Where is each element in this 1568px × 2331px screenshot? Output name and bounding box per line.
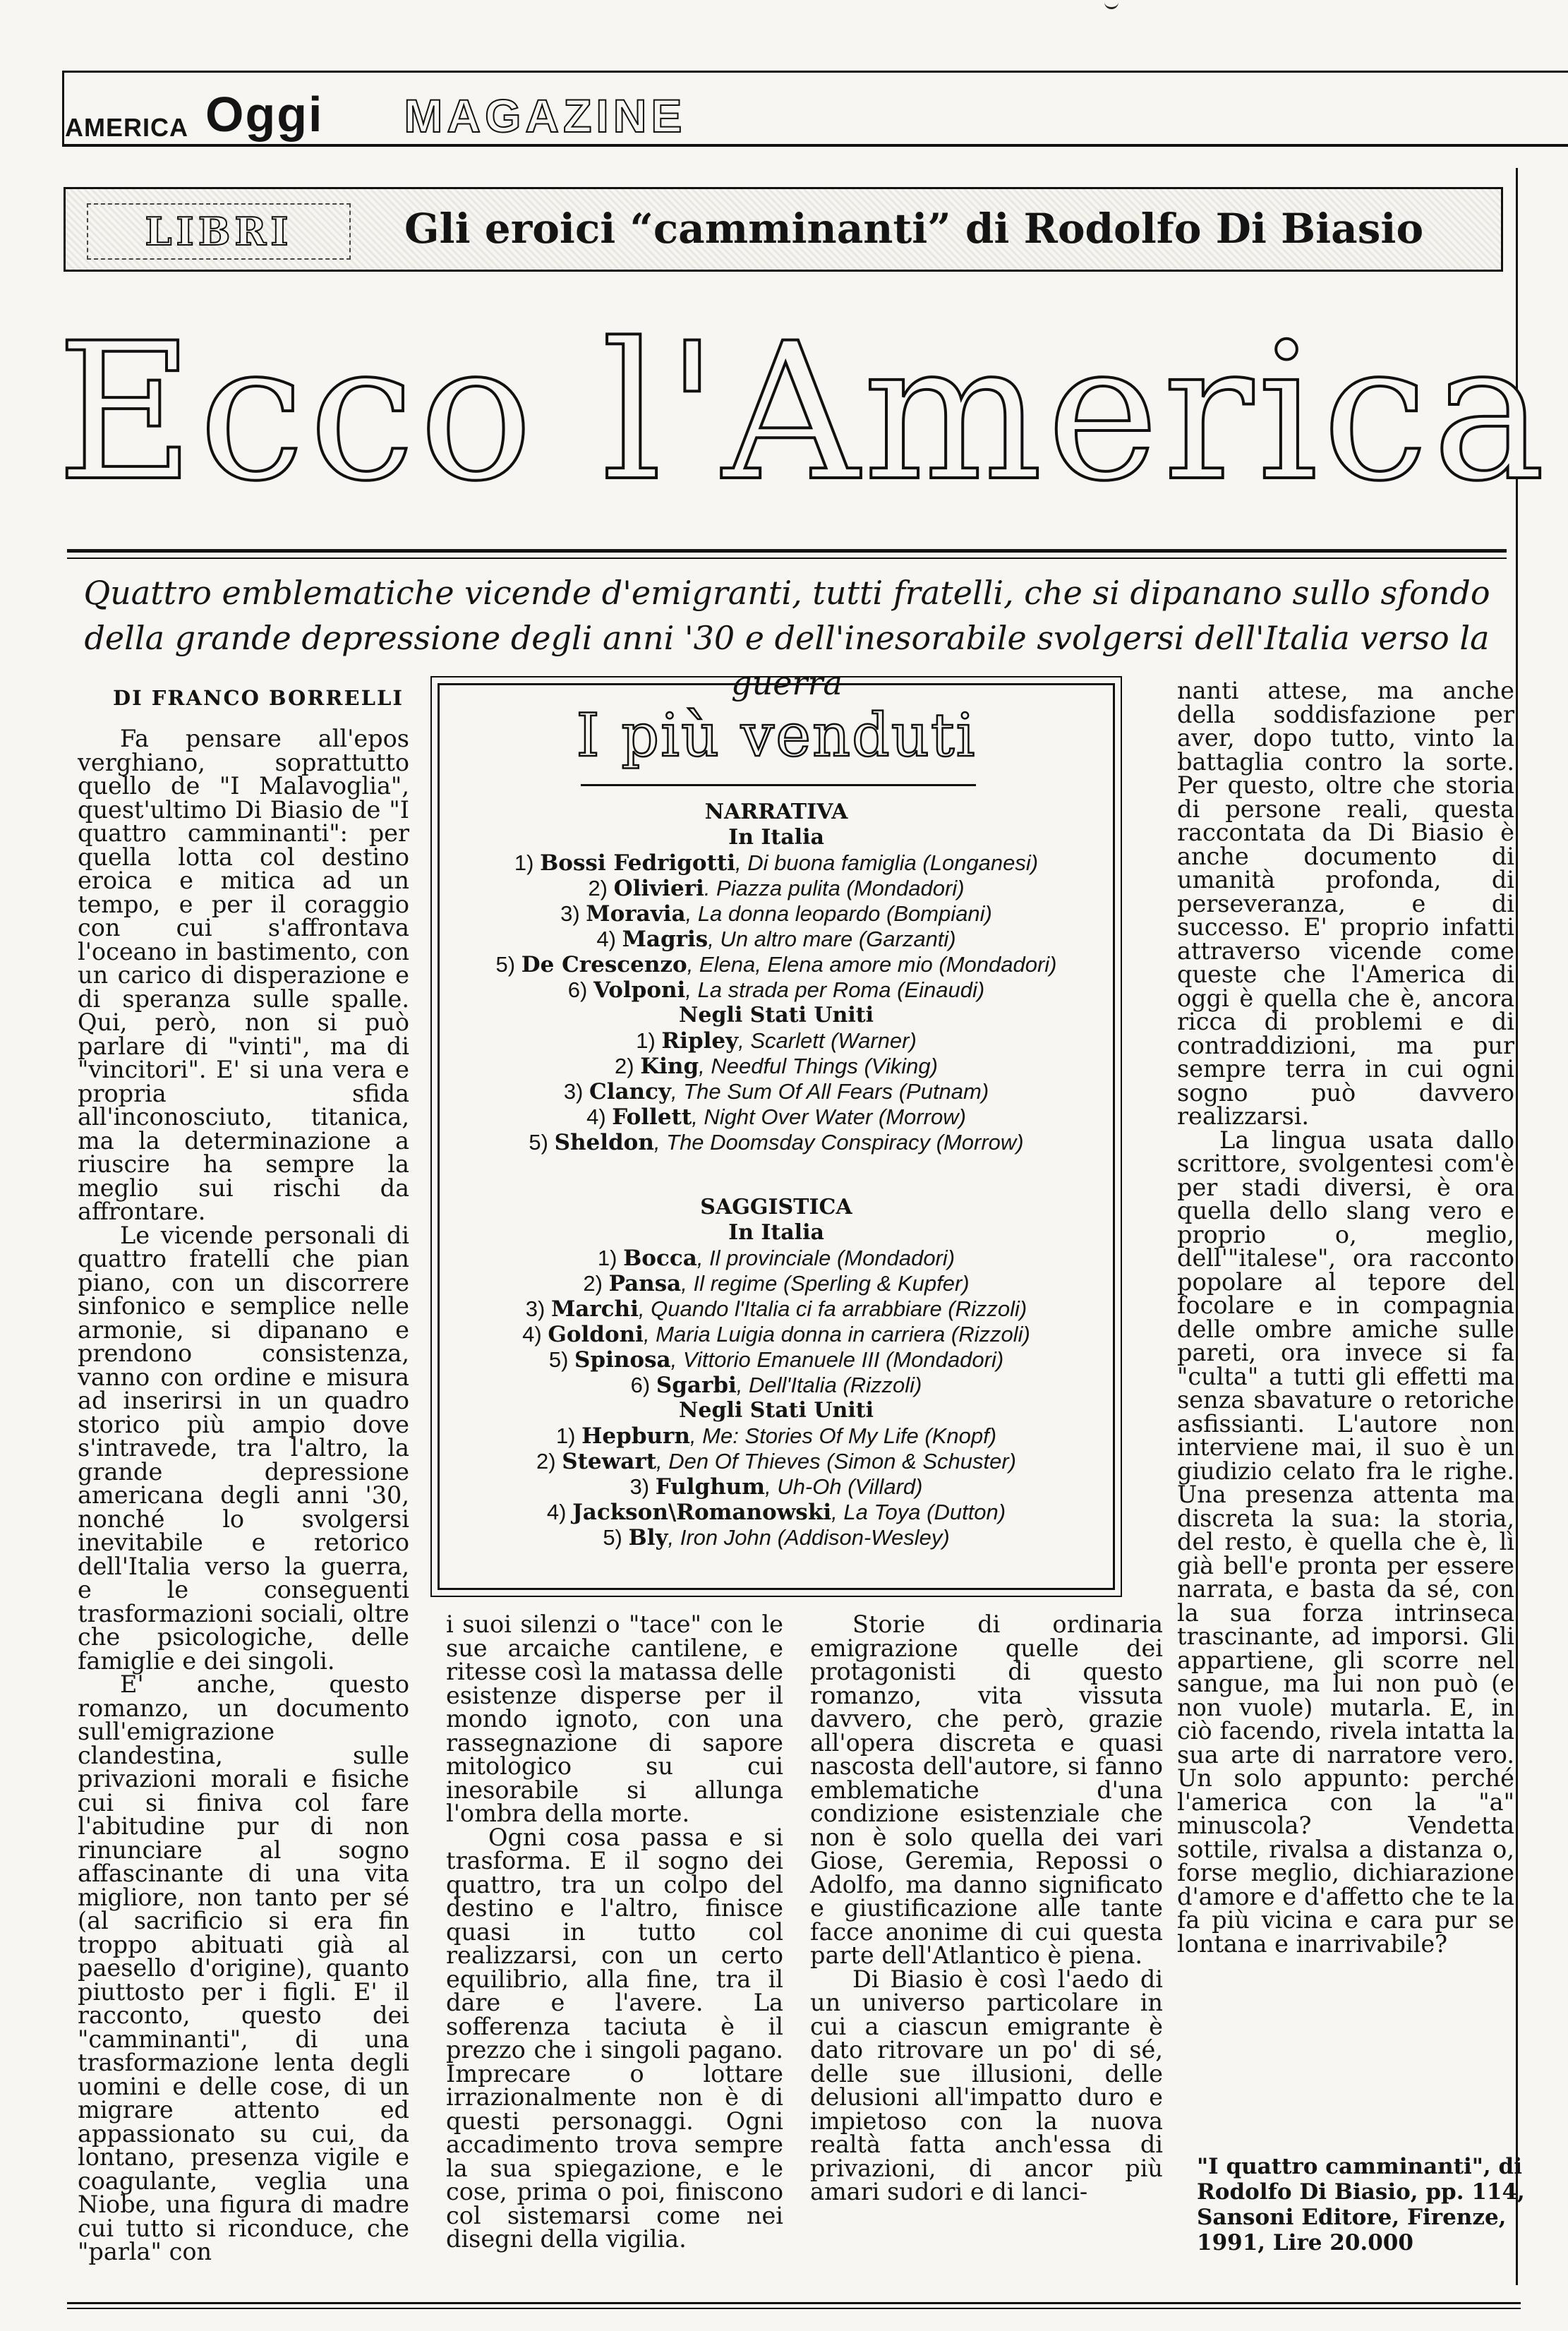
col3-paragraph: Storie di ordinaria emigrazione quelle dei protagonisti di questo romanzo, vita vissuta davvero, che però, grazie all'opera discreta e quasi nascosta dell'autore, si fanno emblematiche d'una condizione esistenziale che non è solo quella dei vari Giose, Geremia, Repossi o Adolfo, ma danno significato e giustificazione alle tante facce anonime di cui questa parte dell'Atlantico è piena. [810,1610,1163,1969]
list-item: 2) Stewart, Den Of Thieves (Simon & Schuster) [536,1449,1017,1474]
list-item: 4) Jackson\Romanowski, La Toya (Dutton) [546,1500,1006,1525]
masthead [65,79,686,143]
list-item: 6) Volponi, La strada per Roma (Einaudi) [567,977,985,1003]
list-item: 5) Sheldon, The Doomsday Conspiracy (Morrow) [529,1130,1024,1155]
col1-paragraph: Le vicende personali di quattro fratelli che pian piano, con un discorrere sinfonico e semplice nelle armonie, si dipanano e prendono consistenza, vanno con ordine e misura ad inserirsi in un quadro storico più ampio dove s'intravede, tra l'altro, la grande depressione americana degli anni '30, nonché lo svolgersi inevitabile e retorico dell'Italia verso la guerra, e le conseguenti trasformazioni sociali, oltre che psicologiche, delle famiglie e dei singoli. [78,1221,409,1675]
masthead-left-rule [62,71,64,145]
list-item: 1) Bossi Fedrigotti, Di buona famiglia (Longanesi) [514,850,1039,876]
list-item: 5) De Crescenzo, Elena, Elena amore mio (Mondadori) [495,952,1057,977]
bestseller-box [438,683,1115,1590]
list-item: 2) Olivieri. Piazza pulita (Mondadori) [588,876,965,901]
narrativa-heading: NARRATIVA [704,800,848,824]
book-credit: "I quattro camminanti", di Rodolfo Di Biasio, pp. 114, Sansoni Editore, Firenze, 1991, Lire 20.000 [1197,2154,1525,2255]
list-item: 5) Bly, Iron John (Addison-Wesley) [603,1525,950,1550]
article-column-3 [810,1610,1163,2205]
list-item: 3) Fulghum, Uh-Oh (Villard) [629,1474,923,1500]
saggistica-list [440,1195,1113,1550]
list-item: 2) King, Needful Things (Viking) [614,1054,938,1079]
scan-mark [1104,0,1118,9]
col4-paragraph: La lingua usata dallo scrittore, svolgentesi com'è per stadi diversi, è ora quella dello slang vero e proprio o, meglio, dell'"italese", ora racconto popolare al tepore del focolare e in compagnia delle ombre amiche sulle pareti, ora invece si fa "culta" a tutti gli effetti ma senza sbavature o retoriche asfissianti. L'autore non interviene mai, il suo è un giudizio celato fra le righe. Una presenza attenta ma discreta la sua: la storia, del resto, è quella che è, lì già bell'e pronta per essere narrata, e basta da sé, con la sua forza intrinseca trascinante, ad imporsi. Gli appartiene, gli scorre nel sangue, ma lui non può (e non vuole) mutarla. E, in ciò facendo, rivela intatta la sua arte di narratore vero. Un solo appunto: perché l'america con la "a" minuscola? Vendetta sottile, rivalsa a distanza o, forse meglio, dichiarazione d'amore e d'affetto che te la fa più vicina e cara pur se lontana e inarrivabile? [1177,1126,1514,1958]
col3-paragraph: Di Biasio è così l'aedo di un universo particolare in cui a ciascun emigrante è dato ritrovare un po' di sé, delle sue illusioni, delle delusioni all'impatto duro e impietoso con la nuova realtà fatta anch'essa di privazioni, di ancor più amari sudori e di lanci- [810,1965,1163,2205]
article-column-4 [1177,679,1514,1956]
narrativa-list [440,800,1113,1155]
subheadline-line-2: della grande depressione degli anni '30 e dell'inesorabile svolgersi dell'Italia verso la guerra [84,619,1490,702]
bottom-rule-2 [67,2308,1521,2309]
masthead-top-rule [62,71,1568,73]
list-item: 4) Follett, Night Over Water (Morrow) [586,1104,966,1130]
saggistica-italia-heading: In Italia [728,1220,824,1245]
list-item: 5) Spinosa, Vittorio Emanuele III (Mondadori) [548,1347,1004,1373]
list-item: 3) Marchi, Quando l'Italia ci fa arrabbiare (Rizzoli) [525,1296,1027,1322]
article-column-1 [78,727,409,2264]
narrativa-usa-heading: Negli Stati Uniti [678,1003,874,1028]
list-item: 1) Hepburn, Me: Stories Of My Life (Knopf) [555,1423,997,1449]
list-item: 2) Pansa, Il regime (Sperling & Kupfer) [583,1271,970,1296]
col2-paragraph: i suoi silenzi o "tace" con le sue arcaiche cantilene, e ritesse così la matassa delle esistenze disperse per il mondo ignoto, con una rassegnazione di sapore mitologico su cui inesorabile si allunga l'ombra della morte. [446,1610,783,1827]
headline: Ecco l'America [56,303,1550,523]
list-item: 4) Magris, Un altro mare (Garzanti) [596,927,956,952]
section-banner [64,187,1503,272]
banner-title: Gli eroici “camminanti” di Rodolfo Di Biasio [404,205,1424,253]
col1-paragraph: Fa pensare all'epos verghiano, soprattutto quello de "I Malavoglia", quest'ultimo Di Biasio de "I quattro camminanti": per quella lotta col destino eroica e mitica ad un tempo, e per il coraggio con cui s'affrontava l'oceano in bastimento, con un carico di disperazione e di speranza sulle spalle. Qui, però, non si può parlare di "vinti", ma di "vincitori". E' si una vera e propria sfida all'inconosciuto, titanica, ma la determinazione a riuscire ha sempre la meglio sui rischi da affrontare. [78,725,409,1225]
list-item: 3) Clancy, The Sum Of All Fears (Putnam) [563,1079,989,1104]
col1-paragraph: E' anche, questo romanzo, un documento sull'emigrazione clandestina, sulle privazioni morali e fisiche cui si finiva col fare l'abitudine pur di non rinunciare al sogno affascinante di una vita migliore, non tanto per sé (al sacrificio si era fin troppo abituati già al paesello d'origine), quanto piuttosto per i figli. E' il racconto, questo dei "camminanti", di una trasformazione lenta degli uomini e delle cose, di un migrare attento ed appassionato su cui, da lontano, presenza vigile e coagulante, veglia una Niobe, una figura di madre cui tutto si riconduce, che "parla" con [78,1670,409,2265]
masthead-magazine: MAGAZINE [404,90,687,142]
box-title-rule [581,784,976,786]
list-item: 1) Ripley, Scarlett (Warner) [636,1028,917,1054]
headline-rule-2 [67,558,1507,559]
section-label-libri: LIBRI [87,203,351,260]
narrativa-italia-heading: In Italia [728,825,824,850]
article-column-2 [446,1610,783,2253]
list-item: 6) Sgarbi, Dell'Italia (Rizzoli) [630,1373,922,1398]
masthead-oggi: Oggi [205,87,324,142]
list-item: 4) Goldoni, Maria Luigia donna in carriera (Rizzoli) [522,1322,1030,1347]
saggistica-usa-heading: Negli Stati Uniti [678,1398,874,1423]
col2-paragraph: Ogni cosa passa e si trasforma. E il sogno dei quattro, tra un colpo del destino e l'altro, finisce quasi in tutto col realizzarsi, con un certo equilibrio, alla fine, tra il dare e l'avere. La sofferenza taciuta è il prezzo che i singoli pagano. Imprecare o lottare irrazionalmente non è di questi personaggi. Ogni accadimento trova sempre la sua spiegazione, e le cose, prima o poi, finiscono col sistemarsi come nei disegni della vigilia. [446,1823,783,2253]
masthead-america: AMERICA [65,113,188,142]
headline-rule-1 [67,549,1507,553]
byline: DI FRANCO BORRELLI [113,686,404,710]
masthead-bottom-rule [62,144,1568,147]
list-item: 1) Bocca, Il provinciale (Mondadori) [597,1246,955,1271]
subheadline-line-1: Quattro emblematiche vicende d'emigranti, tutti fratelli, che si dipanano sullo sfondo [83,574,1490,612]
bottom-rule-1 [67,2302,1521,2304]
col4-paragraph: nanti attese, ma anche della soddisfazione per aver, dopo tutto, vinto la battaglia contro la sorte. Per questo, oltre che storia di persone reali, questa raccontata da Di Biasio è anche documento di umanità profonda, di perseveranza, e di successo. E' proprio infatti attraverso vicende come queste che l'America di oggi è quella che è, ancora ricca di problemi e di contraddizioni, ma pur sempre terra in cui ogni sogno può davvero realizzarsi. [1177,677,1514,1130]
list-item: 3) Moravia, La donna leopardo (Bompiani) [560,901,992,927]
saggistica-heading: SAGGISTICA [700,1195,852,1219]
bestseller-box-title: I più venduti [576,701,977,770]
